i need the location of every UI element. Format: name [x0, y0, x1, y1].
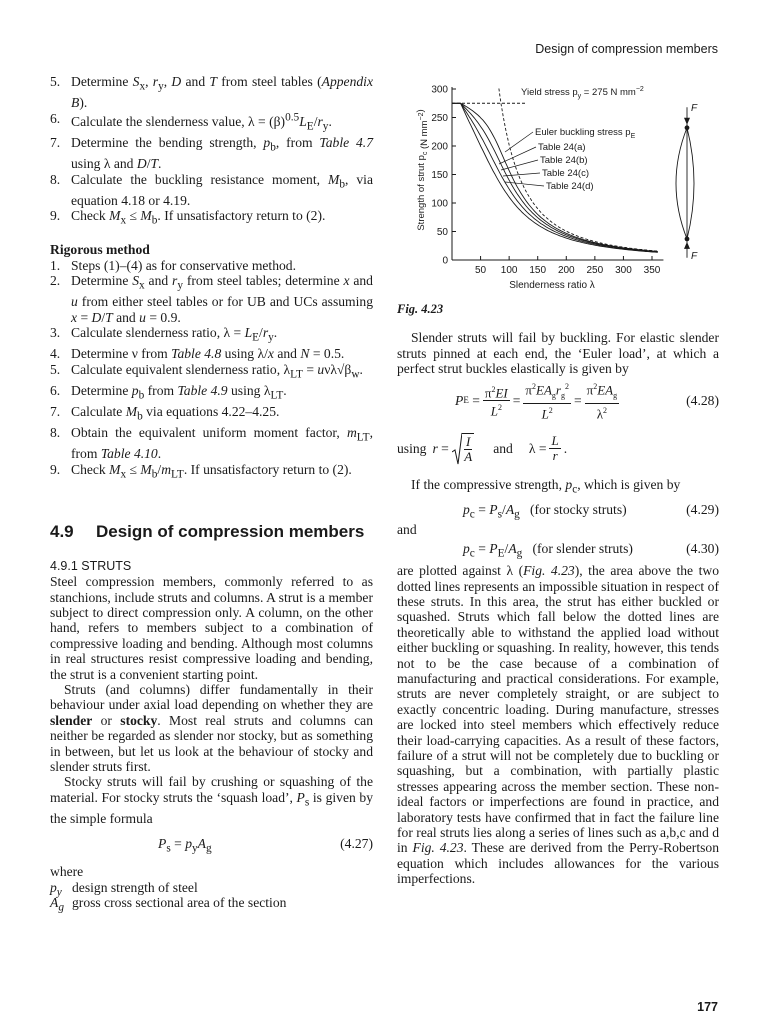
rigorous-step-text: Determine ν from Table 4.8 using λ/x and N = 0.5. — [71, 346, 345, 362]
rigorous-step-7 — [50, 404, 373, 425]
y-tick-label: 150 — [431, 170, 448, 181]
strut-strength-chart — [397, 74, 719, 298]
and-label: and — [397, 521, 417, 537]
rigorous-step-2 — [50, 273, 373, 325]
equation-using-r-lambda — [397, 425, 719, 473]
force-arrow-top — [684, 118, 690, 125]
subsection-heading: 4.9.1 STRUTS — [50, 558, 132, 573]
equation-4-29-body: $p_c = P_s/A_g$ (for stocky struts) — [463, 501, 627, 521]
where-label: where — [50, 864, 84, 880]
chart-axes — [415, 85, 663, 292]
chart-annotations — [452, 86, 658, 251]
conservative-step-text: Check $M_x \le M_b$. If unsatisfactory return to (2). — [71, 208, 326, 227]
y-tick-label: 250 — [431, 113, 448, 124]
lambda-definition: λ = $\frac{L}{r}$ . — [528, 433, 568, 464]
y-tick-label: 100 — [431, 198, 448, 210]
rigorous-step-text: Calculate equivalent slenderness ratio, $\lambda_{LT} = u\nu\lambda√\beta_w$. — [71, 361, 363, 381]
paragraph-right-2: If the compressive strength, $p_c$, which is given by — [411, 476, 681, 496]
series-label-4: Table 24(d) — [546, 181, 594, 192]
x-tick-label: 50 — [475, 265, 487, 276]
x-tick-label: 150 — [529, 265, 547, 276]
conservative-step-1 — [50, 74, 373, 111]
rigorous-step-number: 8. — [50, 425, 61, 441]
rigorous-step-number: 4. — [50, 346, 61, 362]
equation-4-28-body: P E = $\frac{\pi^2EI}{L^2}$ = $\frac{\pi^2EA_gr_g^2}{L^2}$ = $\frac{\pi^2EA_g}{\lambda^2}$ — [455, 382, 618, 422]
rigorous-step-text: Steps (1)–(4) as for conservative method. — [71, 257, 296, 273]
conservative-step-5 — [50, 208, 373, 229]
series-label-1: Table 24(a) — [538, 142, 586, 153]
rigorous-step-1 — [50, 258, 373, 273]
conservative-step-number: 5. — [50, 74, 61, 89]
equation-4-29 — [397, 498, 719, 524]
x-tick-label: 350 — [643, 265, 661, 276]
rigorous-step-number: 7. — [50, 403, 61, 419]
equation-4-29-number: (4.29) — [686, 501, 719, 517]
force-label-top: F — [691, 103, 698, 115]
page-number: 177 — [697, 1000, 718, 1014]
symbol-ag-desc: gross cross sectional area of the section — [72, 895, 287, 911]
equation-4-30-number: (4.30) — [686, 541, 719, 557]
section-heading — [50, 520, 373, 543]
x-tick-label: 300 — [615, 265, 632, 276]
using-label: using — [397, 440, 427, 456]
rigorous-step-text: Obtain the equivalent uniform moment factor, $m_{LT}$, from Table 4.10. — [71, 425, 373, 462]
force-arrow-bottom — [684, 242, 690, 249]
force-label-bottom: F — [691, 251, 698, 262]
x-tick-label: 200 — [557, 265, 575, 276]
buckled-shape-right — [687, 128, 694, 239]
rigorous-step-text: Check $M_x \le M_b/m_{LT}$. If unsatisfactory return to (2). — [71, 461, 352, 481]
rigorous-step-8 — [50, 425, 373, 462]
series-leader-3 — [503, 173, 540, 176]
paragraph-right-1: Slender struts will fail by buckling. For elastic slender struts pinned at each end, the ‘Euler load’, at which a perfect strut buckles elastically is given by — [397, 330, 719, 377]
equation-4-27-number: (4.27) — [340, 836, 373, 852]
y-axis-label: Strength of strut $p_c$ (N $mm^{-2}$) — [415, 109, 430, 231]
y-tick-label: 50 — [436, 227, 448, 238]
strut-diagram — [676, 103, 698, 262]
left-column — [50, 74, 373, 914]
running-head: Design of compression members — [535, 42, 718, 56]
conservative-step-number: 8. — [50, 171, 61, 187]
y-tick-label: 0 — [442, 255, 448, 267]
rigorous-step-number: 1. — [50, 257, 61, 273]
conservative-step-text: Calculate the buckling resistance moment, $M_b$, via equation 4.18 or 4.19. — [71, 171, 373, 208]
conservative-step-text: Determine $S_x$, $r_y$, D and T from steel tables (Appendix B). — [71, 74, 373, 111]
conservative-step-text: Determine the bending strength, $p_b$, from Table 4.7 using λ and D/T. — [71, 135, 373, 172]
paragraph-left-3: Stocky struts will fail by crushing or squashing of the material. For stocky struts the ‘squash load’, $P_s$ is given by the simple formula — [50, 774, 373, 826]
rigorous-step-3 — [50, 325, 373, 346]
paragraph-right-3: are plotted against λ (Fig. 4.23), the area above the two dotted lines represents an impossible situation in respect of these struts. In this area, the strut has either buckled or squashed. Struts which fall below the dotted lines are theoretically able to withstand the applied load without either buckling or squashing. In reality, however, this tends not to be the case because of a combination of manufacturing and practical considerations. For example, struts are never completely straight, or are subject to exactly concentric loading. During manufacture, stresses are locked into steel members which effectively reduce their load-carrying capacities. As a result of these factors, failure of a strut will not be completely due to buckling or squashing, but a combination, with partially plastic stresses appearing across the member section. These non-ideal factors or imperfections are found in practice, and laboratory tests have confirmed that in fact the failure line for real struts lies along a series of lines such as a,b,c and d in Fig. 4.23. These are derived from the Perry-Robertson equation which includes allowances for the various imperfections. — [397, 563, 719, 887]
euler-leader — [505, 132, 533, 152]
rigorous-step-text: Determine $p_b$ from Table 4.9 using $\lambda_{LT}$. — [71, 382, 287, 402]
conservative-step-text: Calculate the slenderness value, $\lambda = (\beta)^{0.5}L_E/r_y$. — [71, 111, 332, 133]
series-leader-1 — [499, 147, 536, 164]
rigorous-step-number: 6. — [50, 382, 61, 398]
r-definition: r = $\frac{I}{A}$ — [432, 434, 473, 465]
equation-4-28-number: (4.28) — [686, 392, 719, 408]
x-axis-label: Slenderness ratio λ — [509, 280, 595, 291]
section-number: 4.9 — [50, 521, 74, 541]
rigorous-step-text: Determine $S_x$ and $r_y$ from steel tables; determine x and u from either steel tables or for UB and UCs assuming x = D/T and u = 0.9. — [71, 273, 373, 325]
euler-label: Euler buckling stress $p_E$ — [535, 127, 636, 140]
rigorous-step-number: 3. — [50, 325, 61, 341]
pin-top — [685, 125, 690, 130]
series-label-2: Table 24(b) — [540, 155, 588, 166]
y-tick-label: 200 — [431, 141, 448, 153]
paragraph-left-1: Steel compression members, commonly referred to as stanchions, include struts and columns. A strut is a member subject to direct compression only. A column, on the other hand, refers to members subject to a combination of compressive loading and bending. Although most columns in real structures resist compressive loading and bending, the strut is a convenient starting point. — [50, 574, 373, 682]
rigorous-step-text: Calculate $M_b$ via equations 4.22–4.25. — [71, 403, 280, 423]
and-label-inline: and — [493, 440, 513, 456]
conservative-steps-list — [50, 74, 373, 229]
rigorous-step-6 — [50, 383, 373, 404]
rigorous-step-number: 5. — [50, 361, 61, 377]
conservative-step-4 — [50, 172, 373, 209]
x-tick-label: 250 — [586, 265, 604, 276]
equation-4-27 — [50, 832, 373, 858]
figure-caption: Fig. 4.23 — [397, 302, 444, 316]
paragraph-left-2: Struts (and columns) differ fundamentally in their behaviour under axial load depending on whether they are slender or stocky. Most real struts and columns can neither be regarded as slender nor stocky, but as something in between, but let us look at the behaviour of stocky and slender struts first. — [50, 681, 373, 774]
symbol-row-py — [50, 879, 373, 899]
conservative-step-number: 9. — [50, 208, 61, 224]
y-tick-label: 300 — [431, 84, 448, 96]
equation-4-30-body: $p_c = P_E/A_g$ (for slender struts) — [463, 541, 633, 560]
symbol-py-desc: design strength of steel — [72, 879, 198, 895]
rigorous-steps-list — [50, 258, 373, 483]
conservative-step-number: 6. — [50, 110, 61, 126]
symbol-row-ag — [50, 895, 373, 914]
section-title: Design of compression members — [96, 521, 365, 541]
rigorous-step-5 — [50, 362, 373, 383]
conservative-step-number: 7. — [50, 135, 61, 151]
pin-bottom — [685, 237, 690, 242]
rigorous-step-9 — [50, 462, 373, 483]
rigorous-step-text: Calculate slenderness ratio, $\lambda = L_E/r_y$. — [71, 325, 278, 344]
equation-4-28 — [397, 377, 719, 425]
rigorous-step-4 — [50, 346, 373, 361]
symbol-py: $p_y$ — [50, 879, 62, 899]
rigorous-step-number: 9. — [50, 461, 61, 477]
symbol-ag: $A_g$ — [50, 895, 64, 914]
rigorous-step-number: 2. — [50, 273, 61, 289]
yield-stress-label: Yield stress $p_y = 275$ N $mm^{-2}$ — [521, 86, 644, 100]
right-column — [397, 74, 719, 887]
equation-4-30 — [397, 537, 719, 563]
rigorous-method-heading: Rigorous method — [50, 242, 150, 258]
conservative-step-2 — [50, 111, 373, 136]
buckled-shape-left — [676, 128, 687, 239]
equation-4-27-body: $P_s = p_yA_g$ — [158, 836, 212, 856]
x-tick-label: 100 — [500, 265, 518, 276]
series-label-3: Table 24(c) — [542, 168, 589, 179]
conservative-step-3 — [50, 135, 373, 172]
